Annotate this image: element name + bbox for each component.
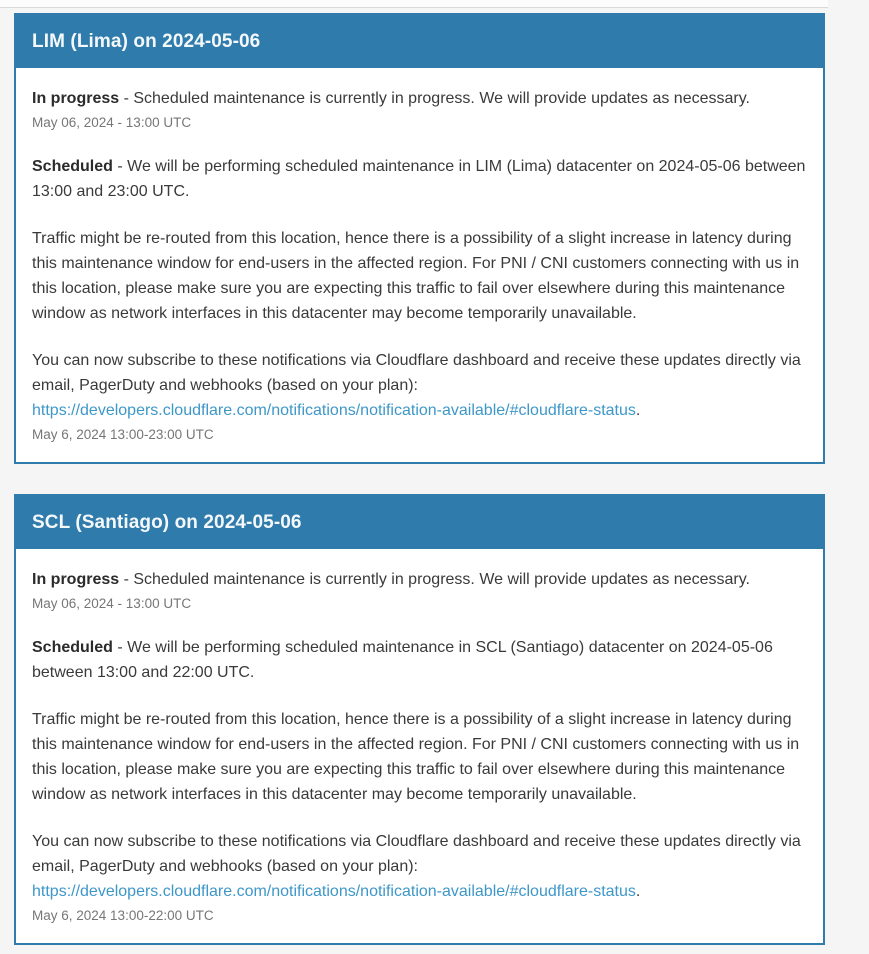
subscribe-text: You can now subscribe to these notifications via Cloudflare dashboard and receive these updates directly via email, PagerDuty and webhooks (based on your plan): (32, 833, 801, 875)
traffic-note: Traffic might be re-routed from this location, hence there is a possibility of a slight increase in latency during this maintenance window for end-users in the affected region. For PNI / CNI customers connecting with us in this location, please make sure you are expecting this traffic to fail over elsewhere during this maintenance window as network interfaces in this datacenter may become temporarily unavailable. (32, 230, 800, 322)
in-progress-update (32, 567, 807, 592)
in-progress-text: - Scheduled maintenance is currently in progress. We will provide updates as necessary. (119, 571, 750, 588)
update-timestamp: May 06, 2024 - 13:00 UTC (32, 596, 192, 611)
status-label-scheduled: Scheduled (32, 639, 113, 656)
maintenance-card-body (16, 549, 823, 943)
maintenance-card-header (16, 496, 823, 549)
status-label-in-progress: In progress (32, 571, 120, 588)
status-label-scheduled: Scheduled (32, 158, 113, 175)
previous-card-bottom-edge (0, 0, 828, 8)
maintenance-title[interactable]: LIM (Lima) on 2024-05-06 (32, 31, 261, 52)
maintenance-card-scl (14, 494, 825, 945)
subscribe-note (32, 348, 807, 423)
in-progress-text: - Scheduled maintenance is currently in progress. We will provide updates as necessary. (119, 90, 750, 107)
subscribe-suffix: . (635, 883, 641, 900)
scheduled-update (32, 154, 807, 204)
maintenance-card-lim (14, 13, 825, 464)
scheduled-update (32, 635, 807, 685)
in-progress-update (32, 86, 807, 111)
subscribe-link[interactable]: https://developers.cloudflare.com/notifications/notification-available/#cloudflare-status (32, 883, 636, 900)
subscribe-note (32, 829, 807, 904)
traffic-note: Traffic might be re-routed from this location, hence there is a possibility of a slight increase in latency during this maintenance window for end-users in the affected region. For PNI / CNI customers connecting with us in this location, please make sure you are expecting this traffic to fail over elsewhere during this maintenance window as network interfaces in this datacenter may become temporarily unavailable. (32, 711, 800, 803)
maintenance-window-timestamp: May 6, 2024 13:00-22:00 UTC (32, 908, 214, 923)
maintenance-window-timestamp: May 6, 2024 13:00-23:00 UTC (32, 427, 214, 442)
scheduled-text: - We will be performing scheduled maintenance in SCL (Santiago) datacenter on 2024-05-06 between 13:00 and 22:00 UTC. (32, 639, 773, 681)
scheduled-text: - We will be performing scheduled maintenance in LIM (Lima) datacenter on 2024-05-06 between 13:00 and 23:00 UTC. (32, 158, 806, 200)
status-label-in-progress: In progress (32, 90, 120, 107)
subscribe-text: You can now subscribe to these notifications via Cloudflare dashboard and receive these updates directly via email, PagerDuty and webhooks (based on your plan): (32, 352, 801, 394)
maintenance-card-body (16, 68, 823, 462)
update-timestamp: May 06, 2024 - 13:00 UTC (32, 115, 192, 130)
subscribe-link[interactable]: https://developers.cloudflare.com/notifications/notification-available/#cloudflare-status (32, 402, 636, 419)
subscribe-suffix: . (635, 402, 641, 419)
maintenance-title[interactable]: SCL (Santiago) on 2024-05-06 (32, 512, 302, 533)
maintenance-card-header (16, 15, 823, 68)
